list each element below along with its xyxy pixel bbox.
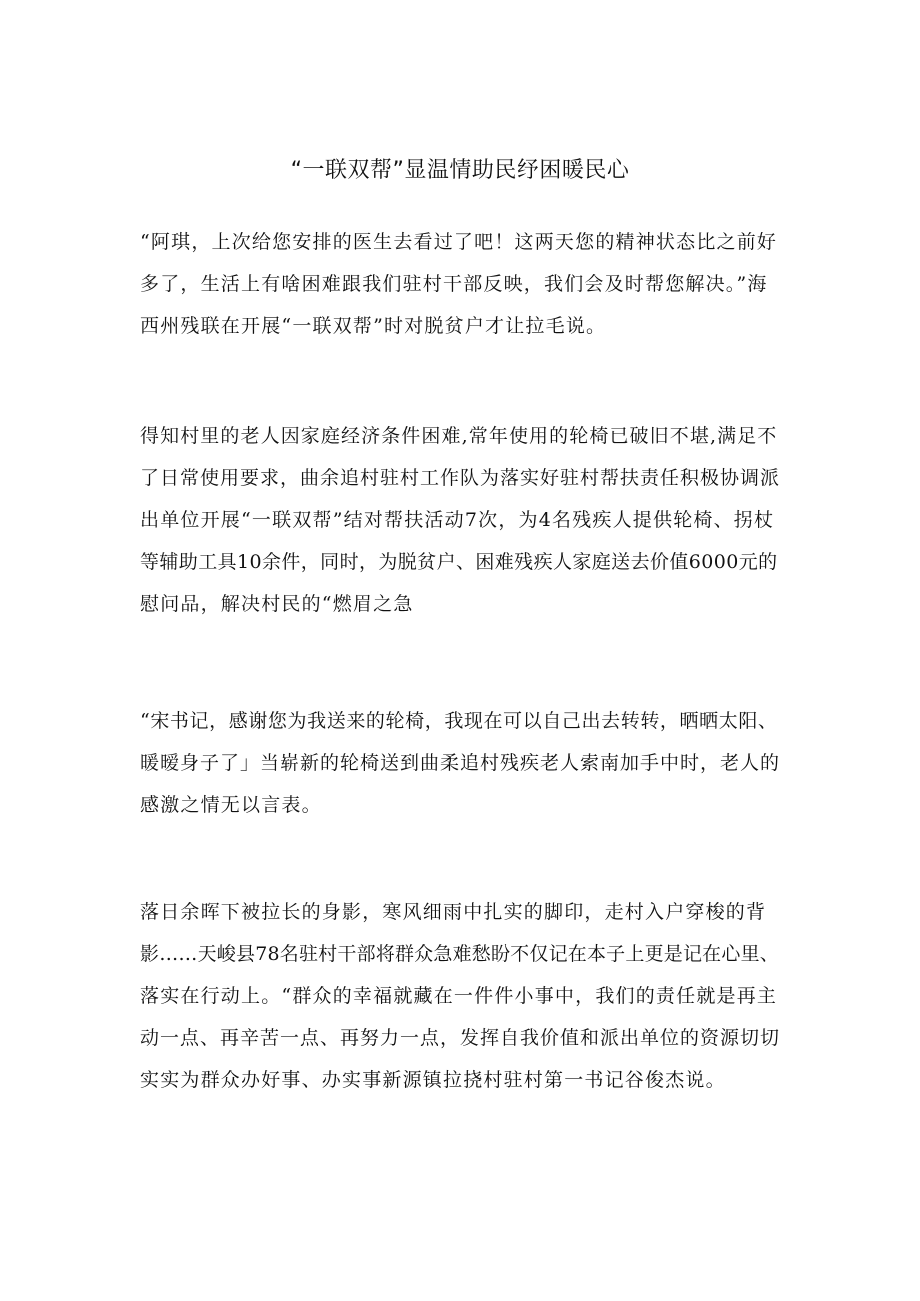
paragraph-line: “阿琪，上次给您安排的医生去看过了吧！这两天您的精神状态比之前好 xyxy=(140,231,778,253)
paragraph-line: 影……天峻县78名驻村干部将群众急难愁盼不仅记在本子上更是记在心里、 xyxy=(140,943,779,965)
paragraph-line: “宋书记，感谢您为我送来的轮椅，我现在可以自己出去转转，晒晒太阳、 xyxy=(140,710,778,732)
paragraph-line: 落实在行动上。“群众的幸福就藏在一件件小事中，我们的责任就是再主 xyxy=(140,985,778,1007)
paragraph-line: 多了，生活上有啥困难跟我们驻村干部反映，我们会及时帮您解决。”海 xyxy=(140,273,768,295)
paragraph-line: 等辅助工具10余件，同时，为脱贫户、困难残疾人家庭送去价值6000元的 xyxy=(140,551,778,573)
paragraph-line: 了日常使用要求，曲余追村驻村工作队为落实好驻村帮扶责任积极协调派 xyxy=(140,467,781,489)
paragraph-line: 出单位开展“一联双帮”结对帮扶活动7次，为4名残疾人提供轮椅、拐杖 xyxy=(140,509,775,531)
paragraph-line: 动一点、再辛苦一点、再努力一点，发挥自我价值和派出单位的资源切切 xyxy=(140,1027,781,1049)
paragraph-line: 慰问品，解决村民的“燃眉之急 xyxy=(140,593,414,615)
paragraph-line: 落日余晖下被拉长的身影，寒风细雨中扎实的脚印，走村入户穿梭的背 xyxy=(140,901,767,923)
paragraph-line: 感激之情无以言表。 xyxy=(140,794,322,816)
paragraph-line: 西州残联在开展“一联双帮”时对脱贫户才让拉毛说。 xyxy=(140,315,607,337)
paragraph-2 xyxy=(140,415,780,625)
paragraph-line: 暖暧身子了」当崭新的轮椅送到曲柔追村残疾老人索南加手中时，老人的 xyxy=(140,752,781,774)
paragraph-3 xyxy=(140,700,780,826)
document-title: “一联双帮”显温情助民纾困暖民心 xyxy=(290,158,630,183)
paragraph-line: 实实为群众办好事、办实事新源镇拉挠村驻村第一书记谷俊杰说。 xyxy=(140,1069,726,1091)
paragraph-4 xyxy=(140,891,780,1101)
paragraph-1 xyxy=(140,221,780,347)
paragraph-line: 得知村里的老人因家庭经济条件困难,常年使用的轮椅已破旧不堪,满足不 xyxy=(140,425,778,447)
